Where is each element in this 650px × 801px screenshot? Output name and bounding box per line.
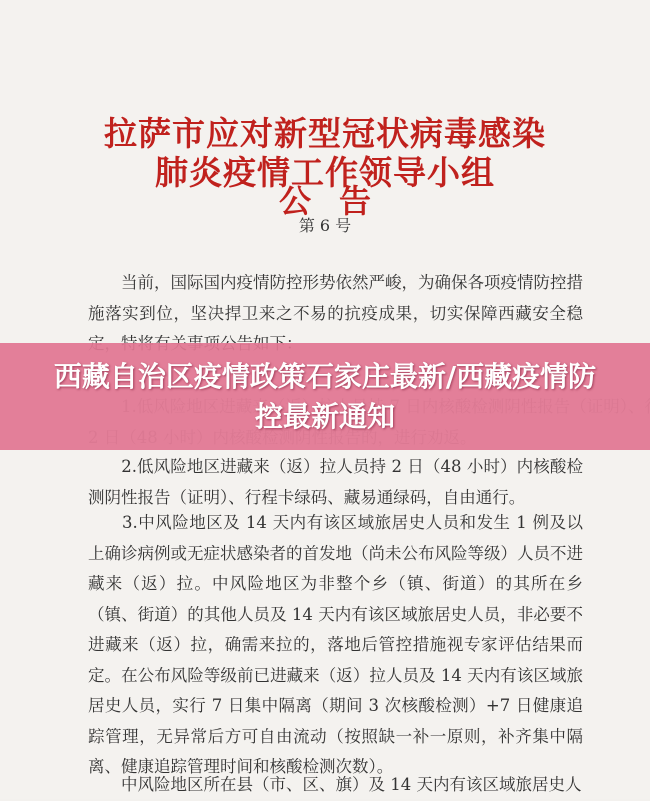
document-number: 第 6 号: [298, 216, 352, 235]
paragraph-item-3: 3.中风险地区及 14 天内有该区域旅居史人员和发生 1 例及以上确诊病例或无症状感染者的首发地（尚未公布风险等级）人员不进藏来（返）拉。中风险地区为非整个乡（镇、街道）的其所在乡（镇、街道）的其他人员及 14 天内有该区域旅居史人员，非必要不进藏来（返）拉，确需来拉的，落地后管控措施视专家评估结果而定。在公布风险等级前已进藏来（返）拉人员及 14 天内有该区域旅居史人员，实行 7 日集中隔离（期间 3 次核酸检测）+7 日健康追踪管理，无异常后方可自由流动（按照缺一补一原则，补齐集中隔离、健康追踪管理时间和核酸检测次数）。: [88, 513, 583, 776]
banner-headline: 西藏自治区疫情政策石家庄最新/西藏疫情防控最新通知: [53, 359, 597, 433]
paragraph-item-2: 2.低风险地区进藏来（返）拉人员持 2 日（48 小时）内核酸检测阴性报告（证明）、行程卡绿码、藏易通绿码，自由通行。: [88, 457, 583, 507]
document-title-line-2: 肺炎疫情工作领导小组: [155, 153, 495, 192]
headline-banner: [0, 343, 650, 450]
document-title-line-3: 公告: [278, 182, 399, 220]
document-title-line-1: 拉萨市应对新型冠状病毒感染: [104, 114, 546, 153]
paragraph-item-4: 中风险地区所在县（市、区、旗）及 14 天内有该区域旅居史人: [88, 775, 582, 794]
paragraph-intro: 当前，国际国内疫情防控形势依然严峻，为确保各项疫情防控措施落实到位，坚决捍卫来之不易的抗疫成果，切实保障西藏安全稳: [88, 273, 583, 323]
